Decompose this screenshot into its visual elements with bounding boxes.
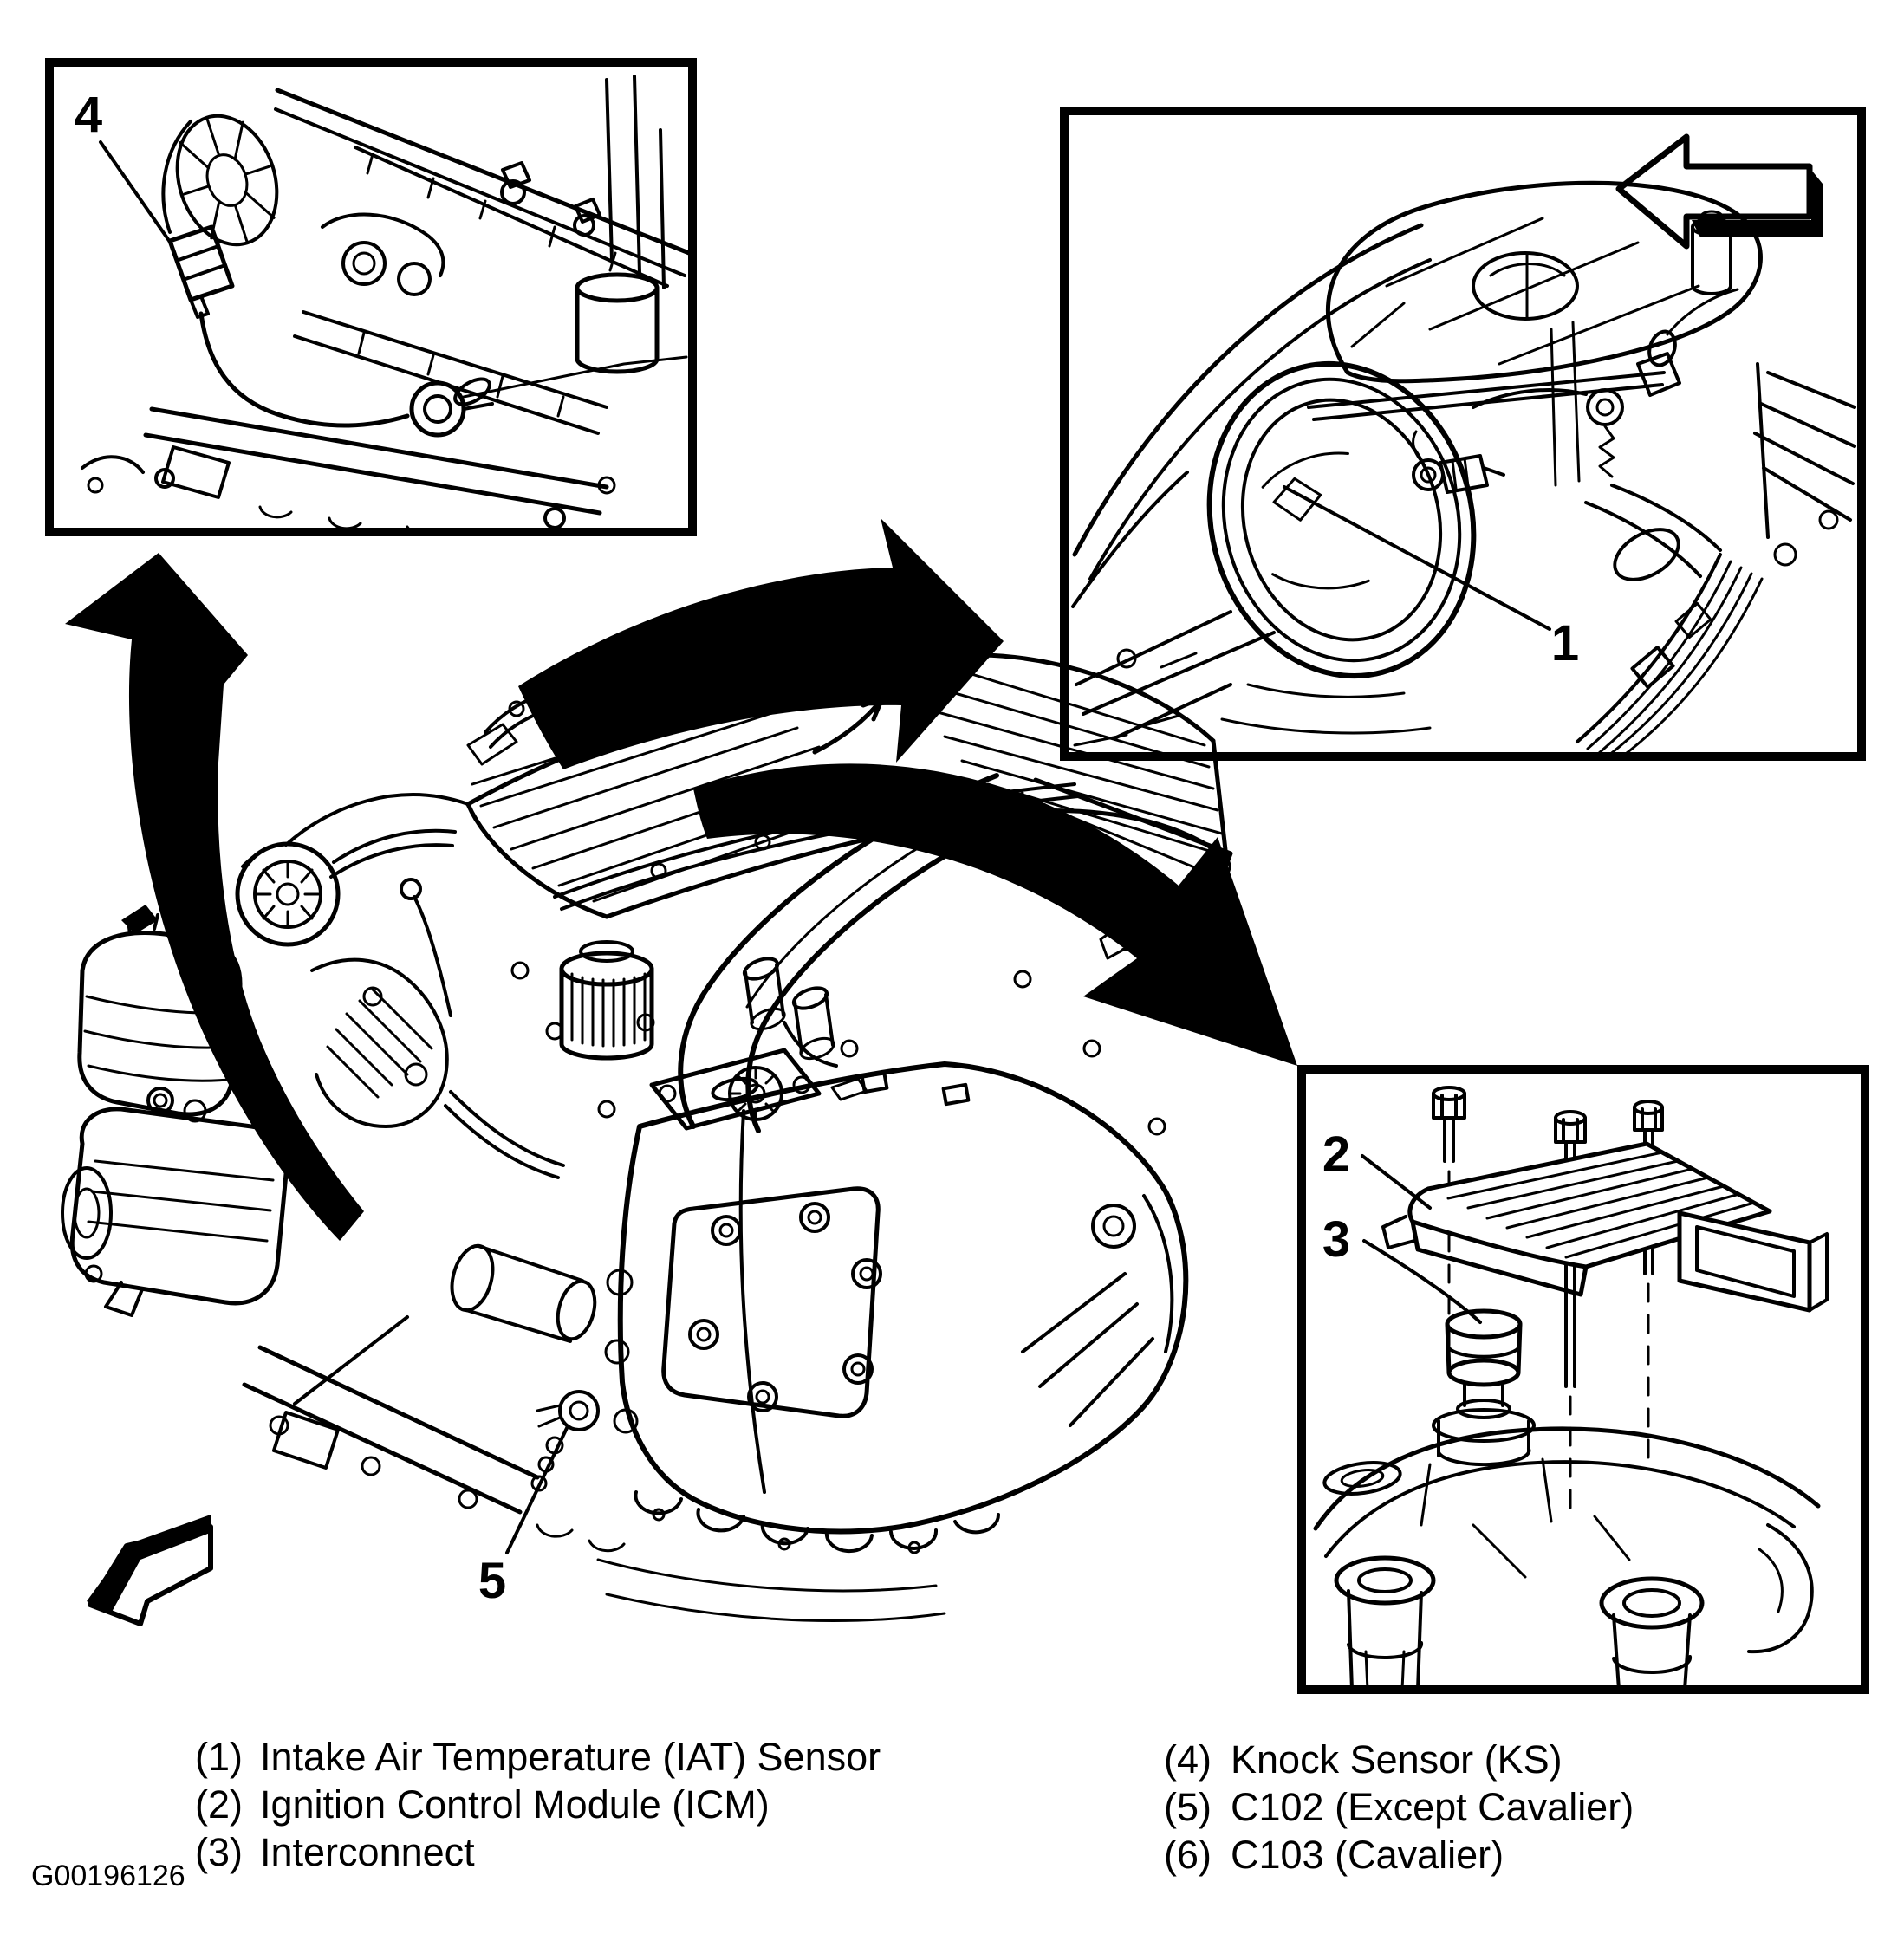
legend-item-label: Ignition Control Module (ICM) [260, 1782, 770, 1827]
inset-icm [1302, 1069, 1865, 1690]
c102-connector [532, 1392, 598, 1490]
main-engine-illustration [62, 655, 1231, 1621]
inset-iat-sensor [1064, 111, 1862, 756]
front-of-vehicle-arrow-icon [87, 1515, 212, 1624]
arrow-to-icm-inset [693, 763, 1297, 1066]
legend-item-label: Knock Sensor (KS) [1231, 1737, 1563, 1782]
leader-c102 [507, 1426, 568, 1553]
transmission [606, 1064, 1186, 1553]
callout-interconnect: 3 [1322, 1211, 1351, 1268]
arrow-to-iat-sensor-inset [518, 518, 1004, 769]
legend-item-label: C103 (Cavalier) [1231, 1833, 1504, 1877]
callout-knock-sensor: 4 [74, 87, 103, 143]
inset-knock-sensor [49, 62, 692, 535]
legend-item-number: (4) [1164, 1737, 1212, 1782]
legend-item-number: (1) [195, 1735, 243, 1779]
legend-item-label: Intake Air Temperature (IAT) Sensor [260, 1735, 881, 1779]
legend-item-label: C102 (Except Cavalier) [1231, 1785, 1634, 1829]
callout-icm: 2 [1322, 1126, 1351, 1183]
legend-item-number: (6) [1164, 1833, 1212, 1877]
figure-id: G00196126 [31, 1859, 185, 1892]
legend-item-number: (5) [1164, 1785, 1212, 1829]
legend-item-number: (2) [195, 1782, 243, 1827]
legend-item-number: (3) [195, 1830, 243, 1874]
legend-item-label: Interconnect [260, 1830, 475, 1874]
callout-c102: 5 [478, 1553, 507, 1609]
callout-iat-sensor: 1 [1550, 615, 1580, 672]
